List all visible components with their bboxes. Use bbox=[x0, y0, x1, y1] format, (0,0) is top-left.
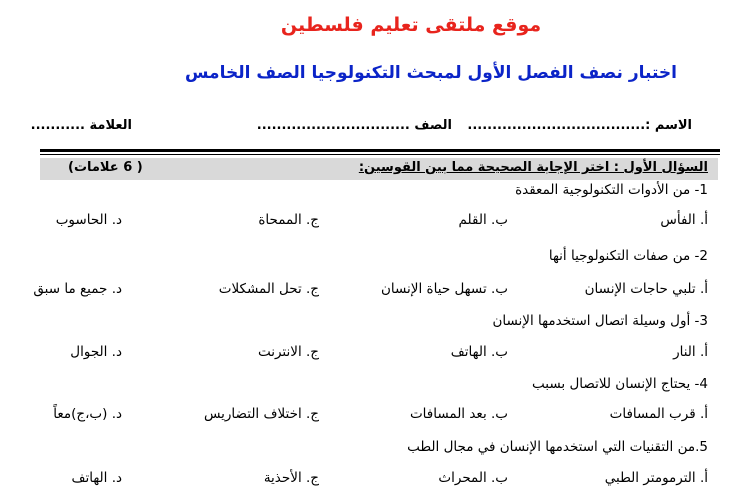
student-class-field: الصف ............................... bbox=[256, 118, 452, 133]
q2-option-a: أ. تلبي حاجات الإنسان bbox=[584, 281, 708, 297]
student-name-field: الاسم :.................................... bbox=[467, 118, 692, 133]
q1-option-a: أ. الفأس bbox=[660, 212, 708, 228]
q5-option-d: د. الهاتف bbox=[71, 470, 122, 486]
header-divider-thick bbox=[40, 149, 720, 152]
q2-option-b: ب. تسهل حياة الإنسان bbox=[380, 281, 508, 297]
q1-option-c: ج. الممحاة bbox=[258, 212, 319, 228]
q5-option-b: ب. المحراث bbox=[438, 470, 508, 486]
q3-option-a: أ. النار bbox=[673, 344, 708, 360]
q3-option-b: ب. الهاتف bbox=[450, 344, 508, 360]
question-5-text: 5.من التقنيات التي استخدمها الإنسان في مجال الطب bbox=[407, 439, 708, 455]
q5-option-c: ج. الأحذية bbox=[263, 470, 319, 486]
q1-option-b: ب. القلم bbox=[458, 212, 508, 228]
header-divider-thin bbox=[40, 154, 720, 155]
q5-option-a: أ. الترمومتر الطبي bbox=[604, 470, 708, 486]
question-4-text: 4- يحتاج الإنسان للاتصال بسبب bbox=[532, 376, 708, 392]
question-2-text: 2- من صفات التكنولوجيا أنها bbox=[548, 248, 708, 264]
q4-option-d: د. (ب،ج)معاً bbox=[53, 406, 122, 422]
question-3-text: 3- أول وسيلة اتصال استخدمها الإنسان bbox=[492, 313, 708, 329]
exam-title: اختبار نصف الفصل الأول لمبحث التكنولوجيا الصف الخامس bbox=[185, 63, 677, 83]
q1-option-d: د. الحاسوب bbox=[55, 212, 122, 228]
site-title: موقع ملتقى تعليم فلسطين bbox=[280, 14, 542, 36]
q3-option-d: د. الجوال bbox=[70, 344, 122, 360]
q3-option-c: ج. الانترنت bbox=[257, 344, 319, 360]
question-1-text: 1- من الأدوات التكنولوجية المعقدة bbox=[515, 182, 708, 198]
section-marks: ( 6 علامات) bbox=[68, 160, 143, 175]
q2-option-c: ج. تحل المشكلات bbox=[218, 281, 319, 297]
student-grade-field: العلامة ........... bbox=[30, 118, 132, 133]
q4-option-a: أ. قرب المسافات bbox=[609, 406, 708, 422]
q4-option-c: ج. اختلاف التضاريس bbox=[203, 406, 319, 422]
section-heading: السؤال الأول : اختر الإجابة الصحيحة مما بين القوسين: bbox=[358, 160, 708, 175]
q4-option-b: ب. بعد المسافات bbox=[409, 406, 508, 422]
q2-option-d: د. جميع ما سبق bbox=[33, 281, 122, 297]
